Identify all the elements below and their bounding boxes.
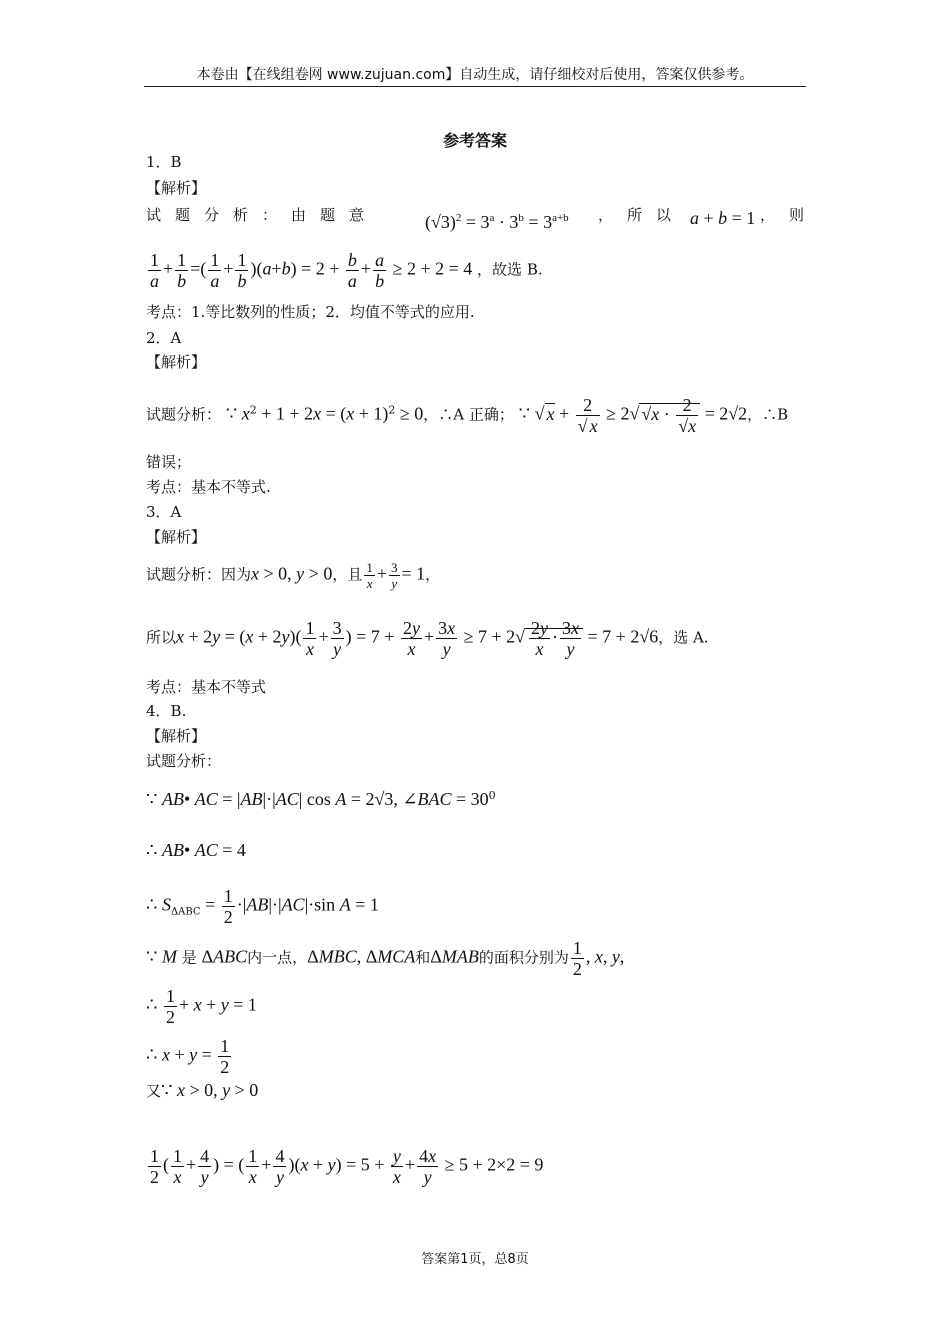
q4-eq-7: 又∵ x > 0, y > 0 xyxy=(146,1080,259,1100)
q2-a-correct: ∴A 正确； xyxy=(438,405,514,424)
page-footer: 答案第1页，总8页 xyxy=(421,1252,529,1267)
q3-choose: ，选 A. xyxy=(658,628,709,647)
q2-lead: 试题分析： xyxy=(146,405,222,424)
q1-ze: ，则 xyxy=(760,206,819,224)
q3-analysis: 试题分析：因为x > 0, y > 0，且 $\frac{1}{x}$ + $\frac{3}{y}$ = 1， xyxy=(146,560,441,591)
page-header: 本卷由【在线组卷网 www.zujuan.com】自动生成，请仔细校对后使用，答案仅供参考。 xyxy=(196,67,754,83)
q3-derivation: 所以x + 2y = (x + 2y)( $\frac{1}{x}$ + $\frac{3}{y}$ ) = 7 + $\frac{2y}{x}$ + $\frac{3x}{y}$ ≥ 7 + 2√ $\frac{2y}{x}$ · $\frac{3x}{y}$ = 7 + 2√6，选 A. xyxy=(146,618,709,659)
q4-you: 又 xyxy=(146,1082,162,1100)
q1-eq-3: $\frac{1}{a}$ + $\frac{1}{b}$ =( $\frac{1}{a}$ + $\frac{1}{b}$ )(a+b) = 2 + $\frac{b}{a}$ + $\frac{a}{b}$ ≥ 2 + 2 = 4 ，故选 B. xyxy=(150,250,543,291)
q3-lead: 试题分析：因为 xyxy=(146,565,252,584)
q4-eq-5: ∴ $\frac{1}{2}$ + x + y = 1 xyxy=(146,986,257,1027)
q1-jiexi: 【解析】 xyxy=(146,179,207,197)
q2-kaodian: 考点：基本不等式. xyxy=(146,478,271,496)
q1-conclusion: ，故选 B. xyxy=(477,260,543,279)
q4-eq-2: ∴ AB• AC = 4 xyxy=(146,840,246,860)
q3-suoyi: 所以 xyxy=(146,628,177,647)
q2-b-tail: ∴B xyxy=(762,405,789,424)
q4-lead: 试题分析： xyxy=(146,752,222,770)
page-title: 参考答案 xyxy=(442,131,507,150)
q1-eq-1: $(√3)^2 = 3^a \cdot 3^b = 3^{a+b}$ xyxy=(425,212,569,232)
header-rule xyxy=(144,86,806,87)
q2-analysis: 试题分析： ∵ $x^2 + 1 + 2x = (x + 1)^2 \ge 0$，∴A 正确； ∵ √ x + $\frac{2}{√ x}$ ≥ 2√ √x · $\frac{2}{√x}$ = 2√2，∴B xyxy=(146,395,789,437)
q3-number: 3．A xyxy=(146,503,182,521)
q4-m-text3: 和 xyxy=(415,948,431,967)
q3-qie: 且 xyxy=(347,565,363,584)
q1-eq-2: a + b = 1 xyxy=(690,208,756,228)
q1-analysis-line xyxy=(146,205,378,225)
q4-eq-6: ∴ x + y = $\frac{1}{2}$ xyxy=(146,1036,230,1077)
q4-m-text4: 的面积分别为 xyxy=(478,948,569,967)
q2-jiexi: 【解析】 xyxy=(146,353,207,371)
q4-eq-8: $\frac{1}{2}$ ( $\frac{1}{x}$ + $\frac{4}{y}$ ) = ( $\frac{1}{x}$ + $\frac{4}{y}$ )(x + y) = 5 + $\frac{y}{x}$ + $\frac{4x}{y}$ ≥ 5 + 2×2 = 9 xyxy=(150,1146,544,1187)
q1-suoyi: ，所以 xyxy=(598,206,686,224)
q2-number: 2．A xyxy=(146,329,182,347)
q1-number: 1．B xyxy=(146,153,182,171)
q4-m-text1: 是 xyxy=(181,948,197,967)
q4-m-text2: 内一点， xyxy=(247,948,308,967)
q4-eq-4: ∵ M 是 ΔABC内一点，ΔMBC, ΔMCA和ΔMAB的面积分别为 $\frac{1}{2}$ , x, y, xyxy=(146,938,625,979)
q4-jiexi: 【解析】 xyxy=(146,727,207,745)
q1-kaodian: 考点：1.等比数列的性质；2．均值不等式的应用. xyxy=(146,303,475,321)
q4-eq-1: ∵ AB• AC = |AB|·|AC| cos A = 2√3, ∠BAC = $30^0$ xyxy=(146,789,496,809)
q1-analysis-lead: 试题分析：由题意 xyxy=(146,206,379,224)
q2-wrong: 错误； xyxy=(146,453,192,471)
q3-jiexi: 【解析】 xyxy=(146,528,207,546)
q3-kaodian: 考点：基本不等式 xyxy=(146,678,267,696)
q4-number: 4．B. xyxy=(146,702,187,720)
q4-eq-3: ∴ $S_{\Delta ABC}$ = $\frac{1}{2}$ ·|AB|·|AC|·sin A = 1 xyxy=(146,886,379,927)
